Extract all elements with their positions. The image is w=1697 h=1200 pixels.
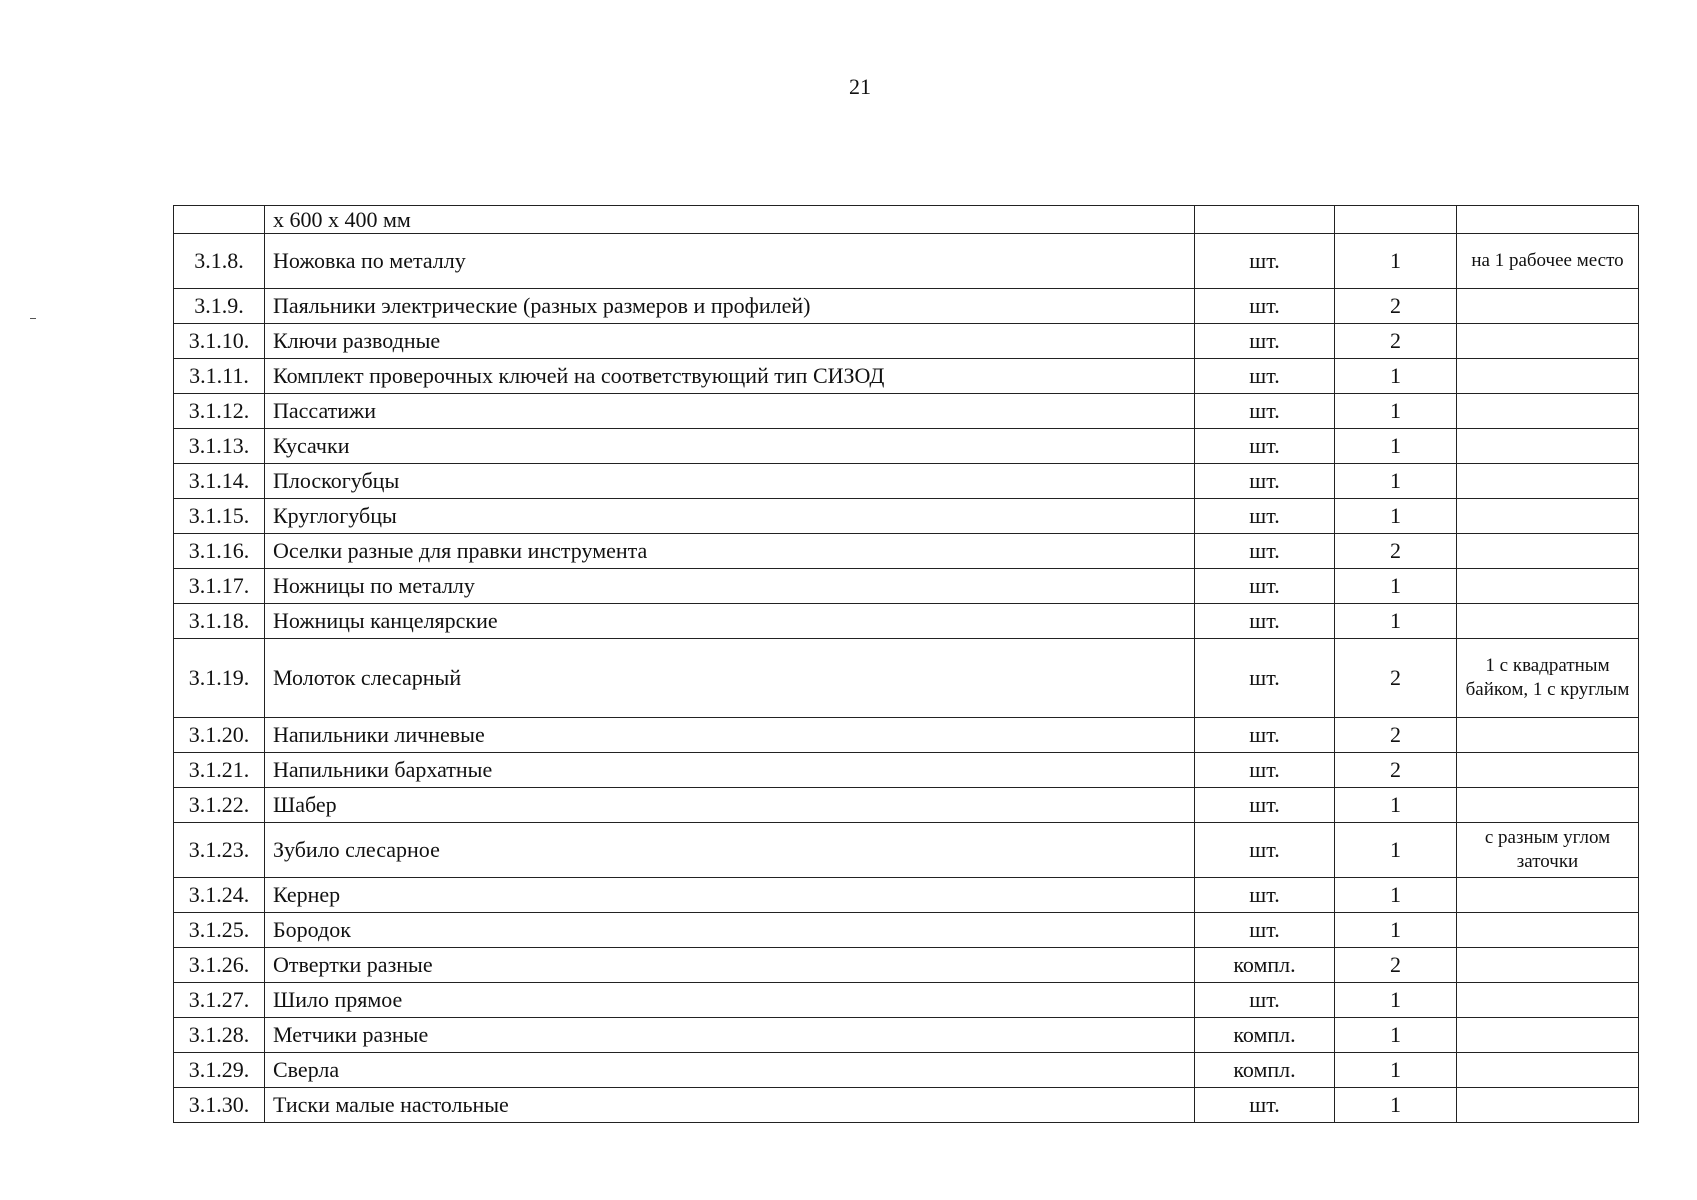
item-qty-cell: 1 [1335, 788, 1457, 823]
item-unit-cell: шт. [1195, 359, 1335, 394]
item-name-cell: Зубило слесарное [265, 823, 1195, 878]
item-qty-cell: 1 [1335, 359, 1457, 394]
item-number-cell: 3.1.24. [174, 878, 265, 913]
item-name-cell: Отвертки разные [265, 948, 1195, 983]
item-number-cell: 3.1.27. [174, 983, 265, 1018]
item-name-cell: Круглогубцы [265, 499, 1195, 534]
item-name-cell: Ножницы по металлу [265, 569, 1195, 604]
table-row [174, 324, 1639, 359]
table-row [174, 878, 1639, 913]
item-qty-cell: 2 [1335, 289, 1457, 324]
item-unit-cell: шт. [1195, 604, 1335, 639]
table-row [174, 753, 1639, 788]
table-row [174, 1018, 1639, 1053]
item-unit-cell: шт. [1195, 788, 1335, 823]
item-note-cell: 1 с квадратным байком, 1 с круглым [1457, 639, 1639, 718]
item-name-cell: Бородок [265, 913, 1195, 948]
item-note-cell [1457, 948, 1639, 983]
item-name-cell: Тиски малые настольные [265, 1088, 1195, 1123]
item-name-cell: Напильники личневые [265, 718, 1195, 753]
item-number-cell: 3.1.10. [174, 324, 265, 359]
table-row [174, 604, 1639, 639]
item-name-cell: Сверла [265, 1053, 1195, 1088]
table-row [174, 1088, 1639, 1123]
table-row [174, 718, 1639, 753]
item-qty-cell: 2 [1335, 324, 1457, 359]
item-name-cell: Комплект проверочных ключей на соответствующий тип СИЗОД [265, 359, 1195, 394]
item-qty-cell: 2 [1335, 753, 1457, 788]
item-note-cell [1457, 429, 1639, 464]
item-qty-cell: 1 [1335, 823, 1457, 878]
item-number-cell: 3.1.28. [174, 1018, 265, 1053]
item-qty-cell: 1 [1335, 1088, 1457, 1123]
table-row [174, 823, 1639, 878]
item-qty-cell: 2 [1335, 639, 1457, 718]
item-note-cell [1457, 206, 1639, 234]
item-name-cell: Ножницы канцелярские [265, 604, 1195, 639]
scan-mark [30, 318, 36, 319]
item-number-cell: 3.1.18. [174, 604, 265, 639]
item-unit-cell: шт. [1195, 569, 1335, 604]
item-number-cell: 3.1.16. [174, 534, 265, 569]
page-number: 21 [849, 74, 871, 99]
item-qty-cell: 2 [1335, 534, 1457, 569]
item-unit-cell: компл. [1195, 948, 1335, 983]
item-number-cell: 3.1.21. [174, 753, 265, 788]
item-note-cell [1457, 1053, 1639, 1088]
table-row [174, 788, 1639, 823]
item-number-cell: 3.1.13. [174, 429, 265, 464]
item-qty-cell: 2 [1335, 948, 1457, 983]
table-row [174, 983, 1639, 1018]
item-qty-cell: 1 [1335, 1018, 1457, 1053]
table-row [174, 234, 1639, 289]
item-note-cell [1457, 1018, 1639, 1053]
item-number-cell: 3.1.9. [174, 289, 265, 324]
item-unit-cell: компл. [1195, 1018, 1335, 1053]
item-qty-cell: 1 [1335, 913, 1457, 948]
item-unit-cell: шт. [1195, 1088, 1335, 1123]
item-number-cell: 3.1.23. [174, 823, 265, 878]
item-number-cell: 3.1.20. [174, 718, 265, 753]
item-number-cell [174, 206, 265, 234]
item-qty-cell: 1 [1335, 234, 1457, 289]
item-note-cell [1457, 718, 1639, 753]
item-note-cell [1457, 1088, 1639, 1123]
item-note-cell [1457, 289, 1639, 324]
item-qty-cell: 1 [1335, 499, 1457, 534]
item-unit-cell: шт. [1195, 324, 1335, 359]
item-name-cell: Шило прямое [265, 983, 1195, 1018]
table-row [174, 948, 1639, 983]
item-number-cell: 3.1.8. [174, 234, 265, 289]
item-qty-cell [1335, 206, 1457, 234]
item-number-cell: 3.1.12. [174, 394, 265, 429]
item-qty-cell: 1 [1335, 394, 1457, 429]
item-number-cell: 3.1.29. [174, 1053, 265, 1088]
table-row [174, 464, 1639, 499]
item-name-cell: Ножовка по металлу [265, 234, 1195, 289]
item-note-cell [1457, 604, 1639, 639]
table-row [174, 394, 1639, 429]
item-name-cell: Кусачки [265, 429, 1195, 464]
item-unit-cell: шт. [1195, 289, 1335, 324]
table-row [174, 534, 1639, 569]
item-unit-cell: шт. [1195, 234, 1335, 289]
item-number-cell: 3.1.17. [174, 569, 265, 604]
item-note-cell [1457, 569, 1639, 604]
item-qty-cell: 1 [1335, 983, 1457, 1018]
item-note-cell [1457, 394, 1639, 429]
item-qty-cell: 1 [1335, 604, 1457, 639]
item-name-cell: Напильники бархатные [265, 753, 1195, 788]
table-row-continuation [174, 206, 1639, 234]
item-number-cell: 3.1.14. [174, 464, 265, 499]
item-name-cell: Шабер [265, 788, 1195, 823]
item-unit-cell: шт. [1195, 429, 1335, 464]
item-unit-cell: шт. [1195, 823, 1335, 878]
item-name-cell: Оселки разные для правки инструмента [265, 534, 1195, 569]
item-unit-cell: шт. [1195, 464, 1335, 499]
item-unit-cell: шт. [1195, 639, 1335, 718]
item-note-cell: с разным углом заточки [1457, 823, 1639, 878]
item-name-cell: Плоскогубцы [265, 464, 1195, 499]
item-note-cell [1457, 753, 1639, 788]
item-qty-cell: 1 [1335, 429, 1457, 464]
item-number-cell: 3.1.11. [174, 359, 265, 394]
item-number-cell: 3.1.22. [174, 788, 265, 823]
item-unit-cell: шт. [1195, 534, 1335, 569]
item-unit-cell: шт. [1195, 983, 1335, 1018]
item-name-cell: Молоток слесарный [265, 639, 1195, 718]
equipment-table [173, 205, 1639, 1123]
item-number-cell: 3.1.25. [174, 913, 265, 948]
item-qty-cell: 1 [1335, 464, 1457, 499]
table-row [174, 913, 1639, 948]
item-unit-cell: шт. [1195, 878, 1335, 913]
table-row [174, 289, 1639, 324]
item-unit-cell: шт. [1195, 499, 1335, 534]
table-row [174, 569, 1639, 604]
item-unit-cell: шт. [1195, 753, 1335, 788]
table-row [174, 639, 1639, 718]
item-note-cell [1457, 324, 1639, 359]
item-qty-cell: 1 [1335, 1053, 1457, 1088]
item-note-cell [1457, 983, 1639, 1018]
item-note-cell [1457, 464, 1639, 499]
table-row [174, 359, 1639, 394]
item-note-cell [1457, 878, 1639, 913]
item-number-cell: 3.1.15. [174, 499, 265, 534]
item-number-cell: 3.1.30. [174, 1088, 265, 1123]
item-note-cell [1457, 788, 1639, 823]
item-note-cell [1457, 359, 1639, 394]
item-unit-cell: компл. [1195, 1053, 1335, 1088]
item-note-cell [1457, 913, 1639, 948]
item-unit-cell: шт. [1195, 394, 1335, 429]
item-unit-cell: шт. [1195, 913, 1335, 948]
equipment-table-body [174, 206, 1639, 1123]
item-number-cell: 3.1.26. [174, 948, 265, 983]
item-note-cell: на 1 рабочее место [1457, 234, 1639, 289]
item-name-cell: Кернер [265, 878, 1195, 913]
table-row [174, 429, 1639, 464]
item-qty-cell: 2 [1335, 718, 1457, 753]
item-unit-cell: шт. [1195, 718, 1335, 753]
item-name-cell: Ключи разводные [265, 324, 1195, 359]
item-name-cell: Метчики разные [265, 1018, 1195, 1053]
item-unit-cell [1195, 206, 1335, 234]
item-qty-cell: 1 [1335, 878, 1457, 913]
item-note-cell [1457, 499, 1639, 534]
item-number-cell: 3.1.19. [174, 639, 265, 718]
item-note-cell [1457, 534, 1639, 569]
item-qty-cell: 1 [1335, 569, 1457, 604]
table-row [174, 1053, 1639, 1088]
item-name-cell: Паяльники электрические (разных размеров и профилей) [265, 289, 1195, 324]
item-name-cell: Пассатижи [265, 394, 1195, 429]
table-row [174, 499, 1639, 534]
item-name-cell: х 600 х 400 мм [265, 206, 1195, 234]
